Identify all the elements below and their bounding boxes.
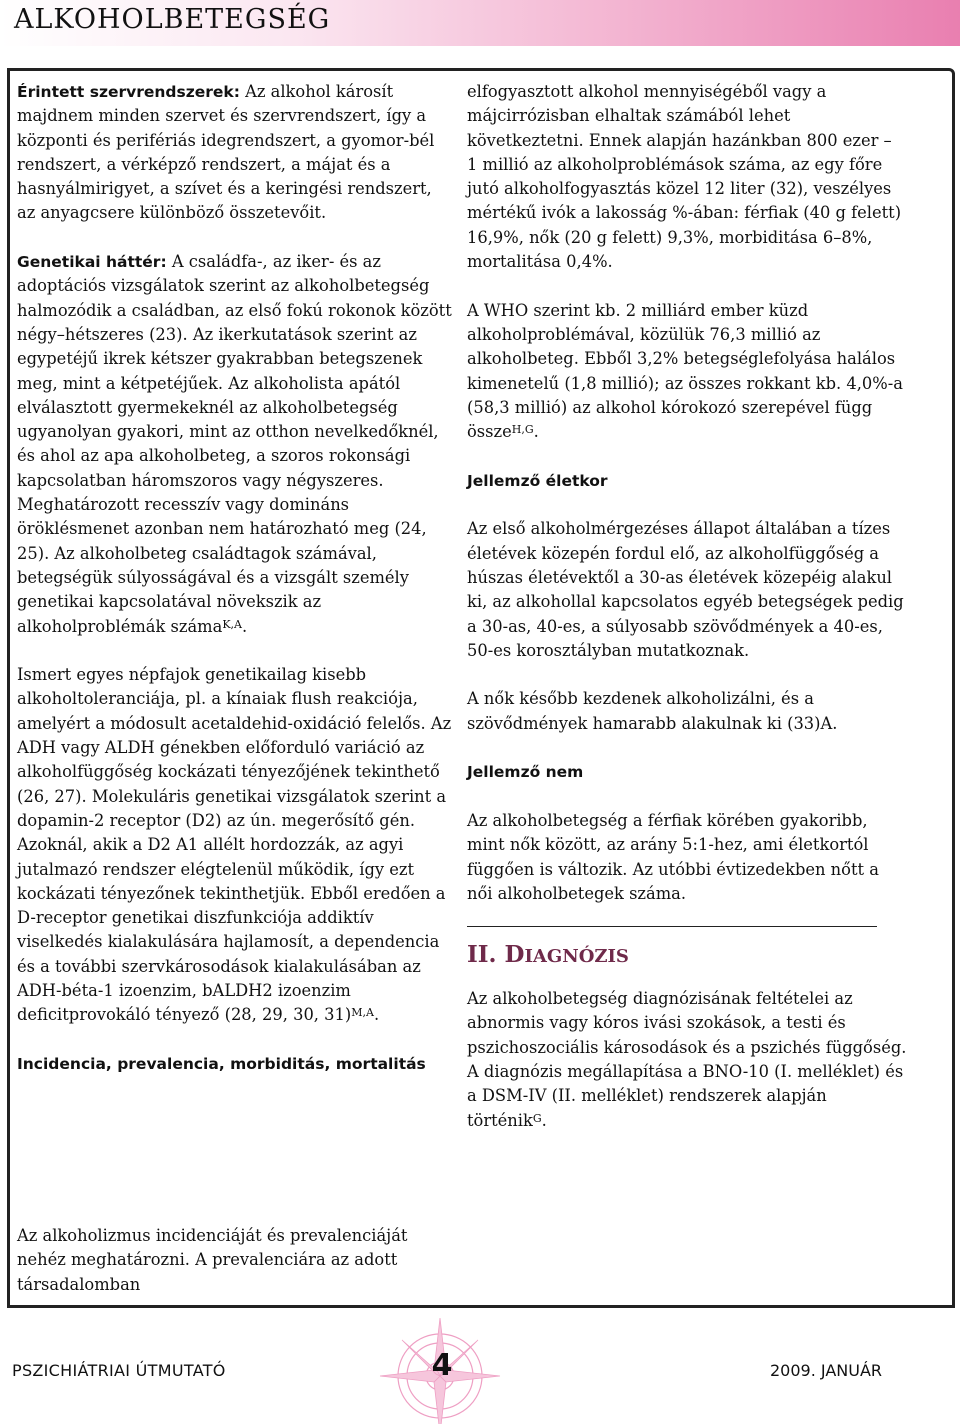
- paragraph-typical-sex: Az alkoholbetegség a férfiak körében gyakoribb, mint nők között, az arány 5:1-hez, ami életkortól függően is változik. Az utóbbi évtizedekben nőtt a női alkoholbetegek száma.: [467, 810, 879, 903]
- sentence-end: .: [533, 422, 539, 442]
- sentence-end: .: [242, 616, 248, 636]
- paragraph-affected-organs: [17, 80, 455, 226]
- paragraph-hungary-stats: elfogyasztott alkohol mennyiségéből vagy a májcirrózisban elhaltak számából lehet következtetni. Ennek alapján hazánkban 800 ezer – 1 millió az alkoholproblémások száma, az egy főre jutó alkoholfogyasztás közel 12 liter (32), veszélyes mértékű ivók a lakosság %-ában: férfiak (40 g felett) 16,9%, nők (20 g felett) 9,3%, morbiditása 6–8%, mortalitása 0,4%.: [467, 82, 902, 272]
- reference-superscript: K,A: [222, 617, 242, 631]
- text-genetic-background: A családfa-, az iker- és az adoptációs vizsgálatok szerint az alkoholbetegség halmozódik a családban, az első fokú rokonok között négy–hétszeres (23). Az ikerkutatások szerint az egypetéjű ikrek kétszer gyakrabban betegszenek meg, mint a kétpetéjűek. Az alkoholista apától elválasztott gyermekeknél az alkoholbetegség ugyanolyan gyakori, mint az otthon nevelkedőknél, és ahol az apa alkoholbeteg, a szoros rokonsági kapcsolatban háromszoros vagy négyszeres. Meghatározott recesszív vagy domináns öröklésmenet azonban nem határozható meg (24, 25). Az alkoholbeteg családtagok számával, betegségük súlyosságával és a vizsgált személy genetikai kapcsolatával növekszik az alkoholproblémák száma: [17, 252, 452, 636]
- paragraph-typical-age: Az első alkoholmérgezéses állapot általában a tízes életévek közepén fordul elő, az alkoholfüggőség a húszas életévektől a 30-as életévek közepéig alakul ki, az alkohollal kapcsolatos egyéb betegségek pedig a 30-as, 40-es, a súlyosabb szövődmények a 40-es, 50-es korosztályban mutatkoznak.: [467, 519, 904, 660]
- footer-publication: PSZICHIÁTRIAI ÚTMUTATÓ: [12, 1361, 226, 1380]
- section-divider: [467, 926, 877, 927]
- paragraph-who-stats: [467, 299, 907, 445]
- right-column: [467, 80, 907, 1133]
- left-column-tail: [17, 1224, 455, 1297]
- page-number: 4: [431, 1348, 453, 1383]
- text-who-stats: A WHO szerint kb. 2 milliárd ember küzd alkoholproblémával, közülük 76,3 millió az alkoholbeteg. Ebből 3,2% betegséglefolyása halálos kimenetelű (1,8 millió); az összes rokkant kb. 4,0%-a (58,3 millió) az alkohol kórokozó szerepével függ össze: [467, 300, 903, 442]
- reference-superscript: H,G: [511, 423, 534, 437]
- footer-date: 2009. JANUÁR: [770, 1361, 883, 1380]
- paragraph-incidence: Az alkoholizmus incidenciáját és prevalenciáját nehéz meghatározni. A prevalenciára az adott társadalomban: [17, 1226, 408, 1294]
- section-heading-diagnosis: [467, 939, 907, 973]
- sentence-end: .: [373, 1005, 380, 1025]
- lead-affected-organs: Érintett szervrendszerek:: [17, 83, 240, 101]
- paragraph-women: A nők később kezdenek alkoholizálni, és a szövődmények hamarabb alakulnak ki (33)A.: [467, 689, 838, 733]
- text-affected-organs: Az alkohol károsít majdnem minden szervet és szervrendszert, így a központi és perifériás idegrendszert, a gyomor-bél rendszert, a vérképző rendszert, a májat és a hasnyálmirigyet, a szívet és a keringési rendszert, az anyagcsere különböző összetevőit.: [17, 82, 435, 223]
- heading-incidence: Incidencia, prevalencia, morbiditás, mortalitás: [17, 1054, 426, 1073]
- paragraph-ethnic-tolerance: [17, 663, 455, 1027]
- paragraph-diagnosis: [467, 987, 907, 1133]
- reference-superscript: M,A: [351, 1006, 374, 1020]
- text-diagnosis: Az alkoholbetegség diagnózisának feltételei az abnormis vagy kóros ivási szokások, a testi és pszichoszociális károsodások és a pszichés függőség. A diagnózis megállapítása a BNO-10 (I. melléklet) és a DSM-IV (II. melléklet) rendszerek alapján történik: [467, 989, 907, 1130]
- text-ethnic-tolerance: Ismert egyes népfajok genetikailag kisebb alkoholtoleranciája, pl. a kínaiak flush reakciója, amelyért a módosult acetaldehid-oxidáció felelős. Az ADH vagy ALDH génekben előforduló variáció az alkoholfüggőség kockázati tényezőjének tekinthető (26, 27). Molekuláris genetikai vizsgálatok szerint a dopamin-2 receptor (D2) az ún. megerősítő gén. Azoknál, akik a D2 A1 allélt hordozzák, az agyi jutalmazó rendszer elégtelenül működik, így ezt kockázati tényezőnek tekinthetjük. Ebből eredően a D-receptor genetikai diszfunkciója addiktív viselkedés kialakulására hajlamosít, a dependencia és a további szervkárosodások kialakulásában az ADH-béta-1 izoenzim, bALDH2 izoenzim deficitprovokáló tényező (28, 29, 30, 31): [17, 665, 452, 1025]
- section-numeral: II. D: [467, 941, 525, 969]
- paragraph-genetic-background: [17, 250, 455, 639]
- section-title-rest: IAGNÓZIS: [524, 946, 629, 968]
- heading-typical-sex: Jellemző nem: [467, 763, 584, 782]
- lead-genetic-background: Genetikai háttér:: [17, 253, 167, 272]
- page-title: ALKOHOLBETEGSÉG: [14, 4, 331, 35]
- reference-superscript: G: [532, 1111, 542, 1125]
- sentence-end: .: [541, 1110, 547, 1130]
- heading-typical-age: Jellemző életkor: [467, 471, 608, 490]
- left-column: [17, 80, 455, 1302]
